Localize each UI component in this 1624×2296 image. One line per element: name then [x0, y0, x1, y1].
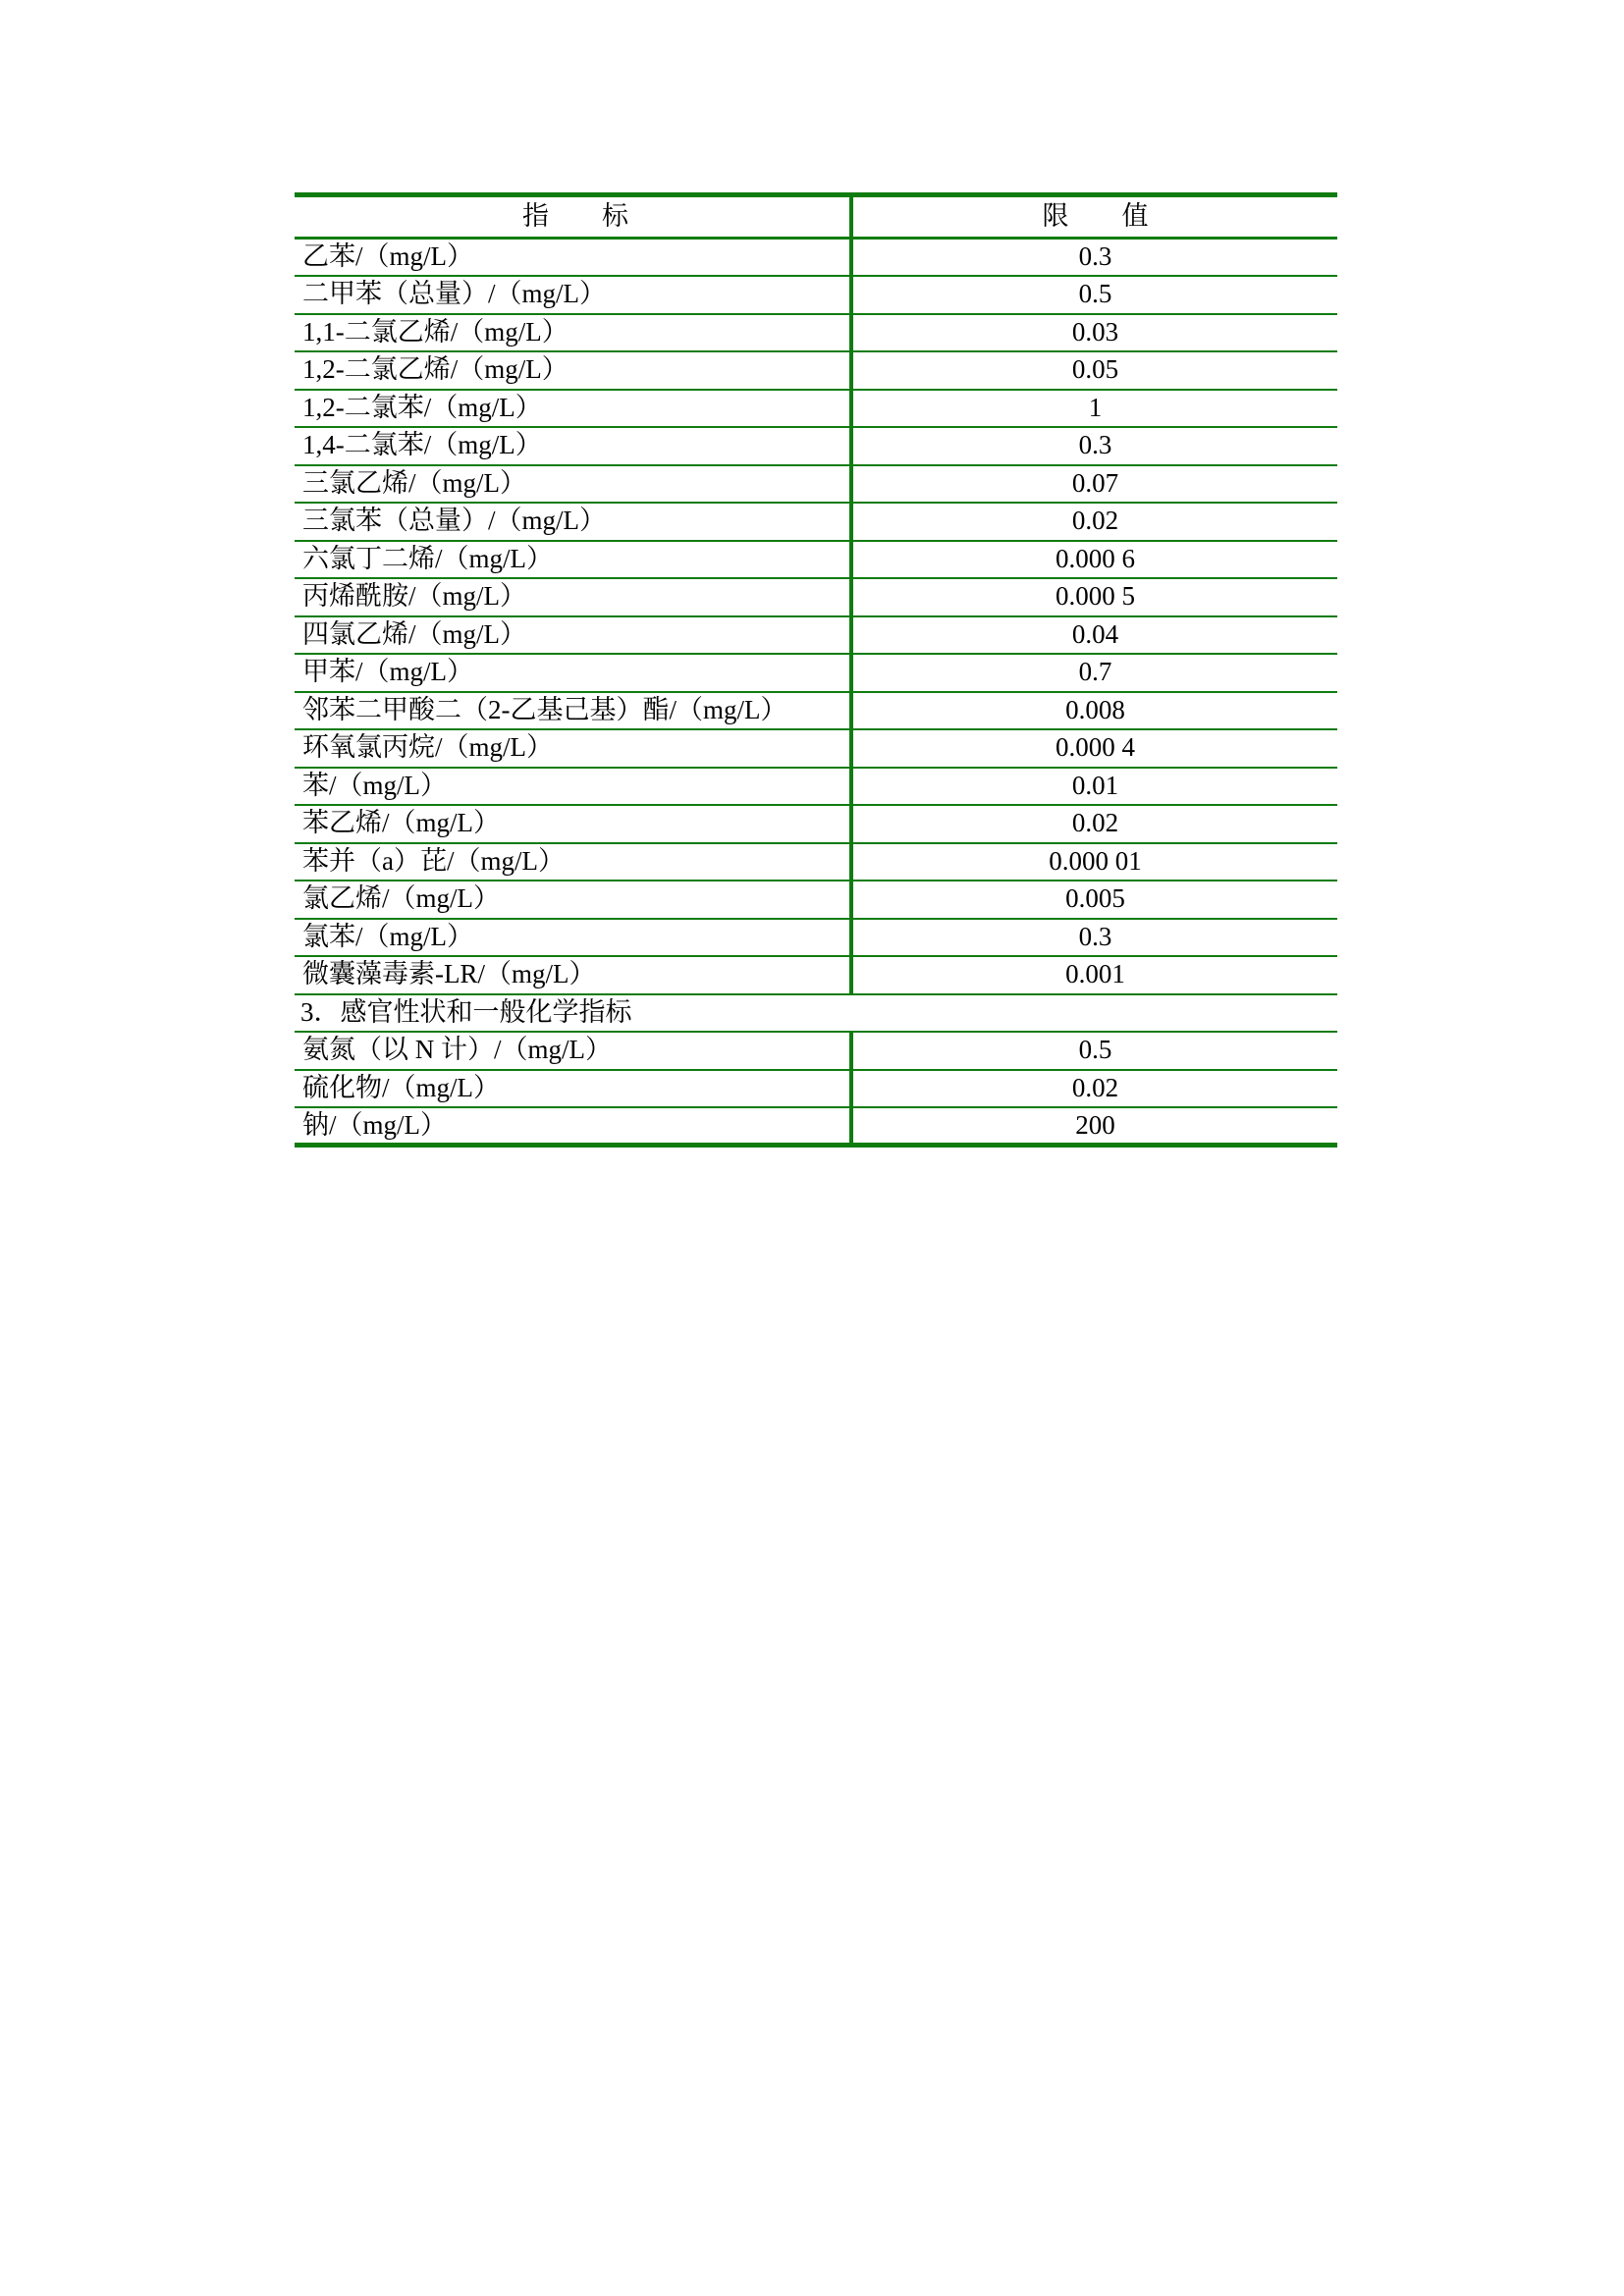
- table-row: [295, 729, 1337, 768]
- water-quality-limits-table: [295, 192, 1337, 1148]
- indicator-cell: 丙烯酰胺/（mg/L）: [295, 578, 851, 616]
- table-row: [295, 390, 1337, 428]
- limit-cell: 0.02: [851, 503, 1337, 541]
- indicator-cell: 乙苯/（mg/L）: [295, 239, 851, 277]
- limit-cell: 0.02: [851, 1070, 1337, 1108]
- table-row: [295, 351, 1337, 390]
- table-row: [295, 956, 1337, 994]
- indicator-cell: 钠/（mg/L）: [295, 1107, 851, 1146]
- table-row: [295, 654, 1337, 692]
- limit-column-header: 限 值: [851, 195, 1337, 239]
- table-row: [295, 314, 1337, 352]
- indicator-cell: 三氯苯（总量）/（mg/L）: [295, 503, 851, 541]
- limit-cell: 0.000 6: [851, 541, 1337, 579]
- limit-cell: 0.3: [851, 919, 1337, 957]
- table-row: [295, 239, 1337, 277]
- limit-cell: 0.001: [851, 956, 1337, 994]
- limit-cell: 0.03: [851, 314, 1337, 352]
- limit-cell: 0.000 4: [851, 729, 1337, 768]
- table-row: [295, 276, 1337, 314]
- indicator-cell: 1,2-二氯乙烯/（mg/L）: [295, 351, 851, 390]
- limit-cell: 0.05: [851, 351, 1337, 390]
- limit-cell: 0.3: [851, 427, 1337, 465]
- table-row: [295, 692, 1337, 730]
- limit-cell: 0.02: [851, 805, 1337, 843]
- indicator-cell: 1,1-二氯乙烯/（mg/L）: [295, 314, 851, 352]
- table-row: [295, 465, 1337, 504]
- limit-cell: 0.000 01: [851, 843, 1337, 881]
- indicator-cell: 甲苯/（mg/L）: [295, 654, 851, 692]
- table-row: [295, 843, 1337, 881]
- table-row: [295, 1070, 1337, 1108]
- limit-cell: 0.01: [851, 768, 1337, 806]
- table-row: [295, 616, 1337, 655]
- table-row: [295, 541, 1337, 579]
- section-header-row: [295, 994, 1337, 1033]
- indicator-cell: 环氧氯丙烷/（mg/L）: [295, 729, 851, 768]
- limit-cell: 0.000 5: [851, 578, 1337, 616]
- table-row: [295, 805, 1337, 843]
- limit-cell: 0.04: [851, 616, 1337, 655]
- limit-cell: 1: [851, 390, 1337, 428]
- indicator-cell: 氯苯/（mg/L）: [295, 919, 851, 957]
- indicator-cell: 氨氮（以 N 计）/（mg/L）: [295, 1032, 851, 1070]
- limit-cell: 0.008: [851, 692, 1337, 730]
- indicator-cell: 苯乙烯/（mg/L）: [295, 805, 851, 843]
- table-row: [295, 1107, 1337, 1146]
- indicator-cell: 微囊藻毒素-LR/（mg/L）: [295, 956, 851, 994]
- limit-cell: 0.5: [851, 1032, 1337, 1070]
- indicator-cell: 苯/（mg/L）: [295, 768, 851, 806]
- table-row: [295, 881, 1337, 919]
- table-row: [295, 919, 1337, 957]
- table-row: [295, 1032, 1337, 1070]
- indicator-cell: 三氯乙烯/（mg/L）: [295, 465, 851, 504]
- indicator-column-header: 指 标: [295, 195, 851, 239]
- table-row: [295, 578, 1337, 616]
- indicator-cell: 邻苯二甲酸二（2-乙基己基）酯/（mg/L）: [295, 692, 851, 730]
- table-row: [295, 768, 1337, 806]
- limit-cell: 0.005: [851, 881, 1337, 919]
- indicator-cell: 六氯丁二烯/（mg/L）: [295, 541, 851, 579]
- table-row: [295, 503, 1337, 541]
- indicator-cell: 1,4-二氯苯/（mg/L）: [295, 427, 851, 465]
- limit-cell: 0.5: [851, 276, 1337, 314]
- indicator-cell: 二甲苯（总量）/（mg/L）: [295, 276, 851, 314]
- limit-cell: 200: [851, 1107, 1337, 1146]
- indicator-cell: 苯并（a）芘/（mg/L）: [295, 843, 851, 881]
- indicator-cell: 四氯乙烯/（mg/L）: [295, 616, 851, 655]
- indicator-cell: 1,2-二氯苯/（mg/L）: [295, 390, 851, 428]
- indicator-cell: 硫化物/（mg/L）: [295, 1070, 851, 1108]
- limit-cell: 0.3: [851, 239, 1337, 277]
- limit-cell: 0.07: [851, 465, 1337, 504]
- indicator-cell: 氯乙烯/（mg/L）: [295, 881, 851, 919]
- limit-cell: 0.7: [851, 654, 1337, 692]
- table-row: [295, 427, 1337, 465]
- section-header-cell: 3．感官性状和一般化学指标: [295, 994, 1337, 1033]
- table-header-row: [295, 195, 1337, 239]
